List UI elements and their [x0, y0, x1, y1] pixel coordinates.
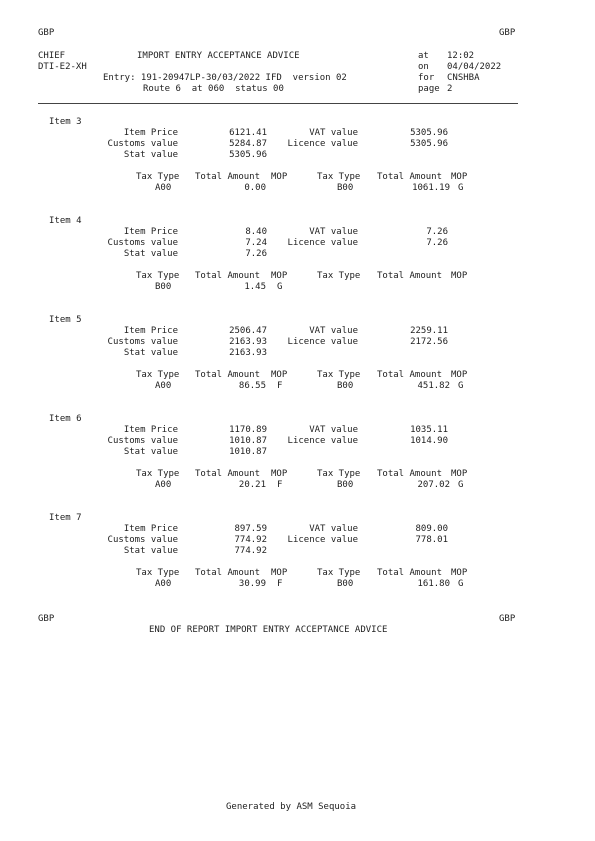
at-value: 12:02: [447, 51, 475, 61]
vat-value-label: VAT value: [309, 524, 358, 534]
vat-value-value: 5305.96: [410, 128, 448, 138]
tax-type-header: Tax Type: [317, 172, 361, 182]
vat-value-value: 2259.11: [410, 326, 448, 336]
tax-amount-cell: 207.02: [417, 480, 450, 490]
stat-value-value: 7.26: [245, 249, 267, 259]
tax-mop-cell: F: [277, 579, 283, 589]
page-header-left: GBP: [38, 28, 55, 38]
vat-value-value: 1035.11: [410, 425, 448, 435]
mop-header: MOP: [271, 271, 288, 281]
tax-type-cell: A00: [155, 381, 172, 391]
item-price-label: Item Price: [123, 425, 178, 435]
page-value: 2: [447, 84, 453, 94]
mop-header: MOP: [451, 271, 468, 281]
stat-value-label: Stat value: [123, 249, 178, 259]
tax-type-header: Tax Type: [136, 172, 180, 182]
licence-value-value: 2172.56: [410, 337, 448, 347]
tax-mop-cell: F: [277, 480, 283, 490]
system-name: CHIEF: [38, 51, 66, 61]
customs-value-value: 2163.93: [229, 337, 267, 347]
item-title: Item 7: [49, 513, 82, 523]
at-label: at: [418, 51, 429, 61]
item-title: Item 3: [49, 117, 82, 127]
item-price-value: 1170.89: [229, 425, 267, 435]
tax-type-cell: B00: [337, 381, 354, 391]
mop-header: MOP: [271, 469, 288, 479]
customs-value-label: Customs value: [107, 337, 178, 347]
customs-value-label: Customs value: [107, 436, 178, 446]
for-value: CNSHBA: [447, 73, 480, 83]
tax-type-header: Tax Type: [136, 568, 180, 578]
page-header-right: GBP: [499, 28, 516, 38]
vat-value-label: VAT value: [309, 425, 358, 435]
stat-value-label: Stat value: [123, 348, 178, 358]
header-rule: [38, 103, 518, 104]
stat-value-label: Stat value: [123, 546, 178, 556]
licence-value-value: 1014.90: [410, 436, 448, 446]
item-price-value: 897.59: [234, 524, 267, 534]
item-title: Item 4: [49, 216, 82, 226]
on-label: on: [418, 62, 429, 72]
tax-amount-cell: 1061.19: [412, 183, 450, 193]
tax-type-cell: B00: [337, 480, 354, 490]
vat-value-label: VAT value: [309, 128, 358, 138]
item-price-value: 2506.47: [229, 326, 267, 336]
total-amount-header: Total Amount: [377, 370, 443, 380]
mop-header: MOP: [451, 172, 468, 182]
item-price-value: 8.40: [245, 227, 267, 237]
mop-header: MOP: [271, 370, 288, 380]
report-code: DTI-E2-XH: [38, 62, 87, 72]
tax-amount-cell: 161.80: [417, 579, 450, 589]
tax-amount-cell: 451.82: [417, 381, 450, 391]
tax-type-header: Tax Type: [317, 370, 361, 380]
tax-mop-cell: G: [458, 480, 464, 490]
tax-type-header: Tax Type: [136, 271, 180, 281]
customs-value-value: 774.92: [234, 535, 267, 545]
tax-amount-cell: 1.45: [244, 282, 266, 292]
mop-header: MOP: [451, 469, 468, 479]
vat-value-label: VAT value: [309, 227, 358, 237]
page-footer-left: GBP: [38, 614, 55, 624]
end-of-report: END OF REPORT IMPORT ENTRY ACCEPTANCE ADVICE: [149, 625, 388, 635]
total-amount-header: Total Amount: [195, 469, 261, 479]
customs-value-label: Customs value: [107, 139, 178, 149]
licence-value-value: 7.26: [426, 238, 448, 248]
customs-value-value: 1010.87: [229, 436, 267, 446]
page-footer-right: GBP: [499, 614, 516, 624]
generated-by: Generated by ASM Sequoia: [226, 802, 357, 812]
customs-value-value: 7.24: [245, 238, 267, 248]
total-amount-header: Total Amount: [195, 568, 261, 578]
mop-header: MOP: [271, 568, 288, 578]
licence-value-label: Licence value: [287, 337, 358, 347]
vat-value-label: VAT value: [309, 326, 358, 336]
total-amount-header: Total Amount: [377, 469, 443, 479]
stat-value-value: 774.92: [234, 546, 267, 556]
tax-type-header: Tax Type: [317, 568, 361, 578]
item-title: Item 6: [49, 414, 82, 424]
tax-type-cell: A00: [155, 480, 172, 490]
page-label: page: [418, 84, 440, 94]
tax-type-cell: B00: [337, 183, 354, 193]
tax-type-cell: B00: [337, 579, 354, 589]
item-price-label: Item Price: [123, 227, 178, 237]
tax-type-header: Tax Type: [317, 469, 361, 479]
tax-amount-cell: 30.99: [238, 579, 266, 589]
tax-amount-cell: 20.21: [238, 480, 266, 490]
stat-value-value: 5305.96: [229, 150, 267, 160]
stat-value-label: Stat value: [123, 150, 178, 160]
tax-amount-cell: 0.00: [244, 183, 266, 193]
stat-value-value: 1010.87: [229, 447, 267, 457]
item-price-label: Item Price: [123, 128, 178, 138]
vat-value-value: 809.00: [415, 524, 448, 534]
report-title: IMPORT ENTRY ACCEPTANCE ADVICE: [137, 51, 300, 61]
tax-type-cell: A00: [155, 183, 172, 193]
vat-value-value: 7.26: [426, 227, 448, 237]
total-amount-header: Total Amount: [195, 370, 261, 380]
licence-value-value: 778.01: [415, 535, 448, 545]
customs-value-label: Customs value: [107, 535, 178, 545]
item-price-label: Item Price: [123, 326, 178, 336]
licence-value-label: Licence value: [287, 436, 358, 446]
tax-mop-cell: G: [458, 579, 464, 589]
total-amount-header: Total Amount: [195, 271, 261, 281]
mop-header: MOP: [451, 370, 468, 380]
tax-type-header: Tax Type: [317, 271, 361, 281]
mop-header: MOP: [451, 568, 468, 578]
tax-amount-cell: 86.55: [238, 381, 266, 391]
stat-value-label: Stat value: [123, 447, 178, 457]
customs-value-label: Customs value: [107, 238, 178, 248]
licence-value-label: Licence value: [287, 238, 358, 248]
item-price-value: 6121.41: [229, 128, 267, 138]
tax-mop-cell: F: [277, 381, 283, 391]
tax-mop-cell: G: [277, 282, 283, 292]
tax-type-header: Tax Type: [136, 469, 180, 479]
total-amount-header: Total Amount: [195, 172, 261, 182]
total-amount-header: Total Amount: [377, 271, 443, 281]
total-amount-header: Total Amount: [377, 568, 443, 578]
total-amount-header: Total Amount: [377, 172, 443, 182]
licence-value-value: 5305.96: [410, 139, 448, 149]
for-label: for: [418, 73, 435, 83]
tax-type-cell: A00: [155, 579, 172, 589]
on-value: 04/04/2022: [447, 62, 502, 72]
mop-header: MOP: [271, 172, 288, 182]
tax-mop-cell: G: [458, 183, 464, 193]
route-line: Route 6 at 060 status 00: [143, 84, 284, 94]
tax-type-cell: B00: [155, 282, 172, 292]
entry-line: Entry: 191-20947LP-30/03/2022 IFD version 02: [103, 73, 347, 83]
customs-value-value: 5284.87: [229, 139, 267, 149]
licence-value-label: Licence value: [287, 535, 358, 545]
licence-value-label: Licence value: [287, 139, 358, 149]
item-price-label: Item Price: [123, 524, 178, 534]
item-title: Item 5: [49, 315, 82, 325]
tax-mop-cell: G: [458, 381, 464, 391]
tax-type-header: Tax Type: [136, 370, 180, 380]
stat-value-value: 2163.93: [229, 348, 267, 358]
